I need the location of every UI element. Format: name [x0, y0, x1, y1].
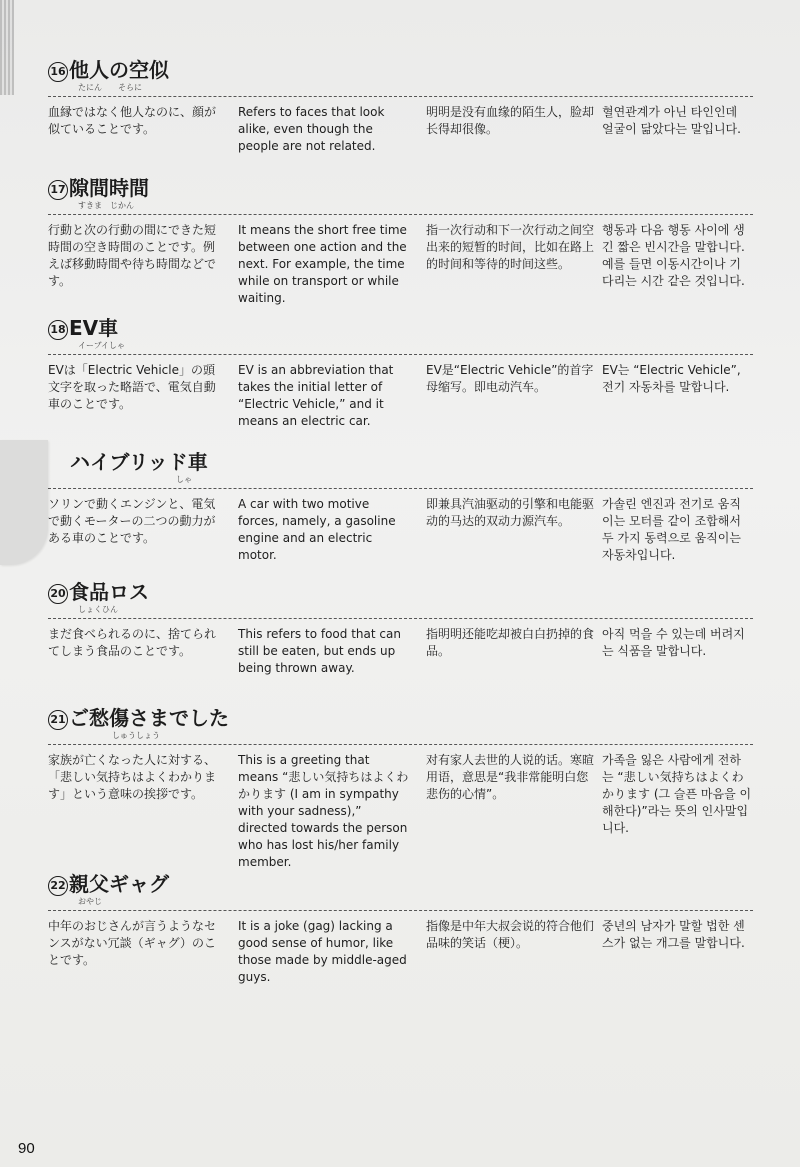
entry-number-badge: 22	[48, 876, 68, 896]
page-number: 90	[18, 1140, 35, 1157]
japanese-text: まだ食べられるのに、捨てられてしまう食品のことです。	[48, 627, 217, 658]
entry-19	[48, 448, 753, 562]
chinese-text: EV是“Electric Vehicle”的首字母缩写。即电动汽车。	[426, 363, 594, 394]
korean-text: 가족을 잃은 사람에게 전하는 “悲しい気持ちはよくわかります (그 슬픈 마음을 이해한다)”라는 뜻의 인사말입니다.	[602, 753, 752, 835]
dashed-divider	[48, 354, 753, 355]
korean-text: 아직 먹을 수 있는데 버려지는 식품을 말합니다.	[602, 627, 745, 658]
entry-title: ご愁傷さまでした	[69, 706, 229, 730]
english-text: A car with two motive forces, namely, a gasoline engine and an electric motor.	[238, 497, 396, 562]
entry-22	[48, 870, 753, 984]
entry-header	[48, 314, 753, 354]
entry-number-badge: 20	[48, 584, 68, 604]
entry-20	[48, 578, 753, 675]
japanese-text: 家族が亡くなった人に対する、「悲しい気持ちはよくわかります」という意味の挨拶です。	[48, 753, 217, 801]
japanese-text: 血縁ではなく他人なのに、顔が似ていることです。	[48, 105, 217, 136]
entry-header	[48, 870, 753, 910]
chinese-text: 即兼具汽油驱动的引擎和电能驱动的马达的双动力源汽车。	[426, 497, 595, 528]
japanese-text: EVは「Electric Vehicle」の頭文字を取った略語で、電気自動車のことです。	[48, 363, 216, 411]
english-text: This is a greeting that means “悲しい気持ちはよくわかります (I am in sympathy with your sadness),” directed towards the person who has lost his/her family member.	[238, 753, 409, 869]
entry-header	[48, 578, 753, 618]
entry-ruby: すきま じかん	[78, 201, 134, 210]
dashed-divider	[48, 96, 753, 97]
korean-text: 행동과 다음 행동 사이에 생긴 짧은 빈시간을 말합니다. 예를 들면 이동시간이나 기다리는 시간 같은 것입니다.	[602, 223, 745, 288]
entry-17	[48, 174, 753, 305]
english-text: It is a joke (gag) lacking a good sense of humor, like those made by middle-aged guys.	[238, 919, 407, 984]
entry-header	[48, 56, 753, 96]
entry-title: 隙間時間	[69, 176, 149, 200]
dashed-divider	[48, 618, 753, 619]
chinese-text: 指像是中年大叔会说的符合他们品味的笑话（梗）。	[426, 919, 595, 950]
entry-ruby: たにん そらに	[78, 83, 142, 92]
entry-header	[48, 174, 753, 214]
korean-text: 가솔린 엔진과 전기로 움직이는 모터를 같이 조합해서 두 가지 동력으로 움직이는 자동차입니다.	[602, 497, 741, 562]
korean-text: 혈연관계가 아닌 타인인데 얼굴이 닮았다는 말입니다.	[602, 105, 741, 136]
japanese-text: 中年のおじさんが言うようなセンスがない冗談（ギャグ）のことです。	[48, 919, 217, 967]
entry-header	[48, 704, 753, 744]
english-text: EV is an abbreviation that takes the initial letter of “Electric Vehicle,” and it means an electric car.	[238, 363, 394, 428]
entry-number-badge: 16	[48, 62, 68, 82]
chinese-text: 指一次行动和下一次行动之间空出来的短暂的时间，比如在路上的时间和等待的时间这些。	[426, 223, 595, 271]
entry-title: 親父ギャグ	[69, 872, 169, 896]
japanese-text: ソリンで動くエンジンと、電気で動くモーターの二つの動力がある車のことです。	[48, 497, 216, 545]
chinese-text: 指明明还能吃却被白白扔掉的食品。	[426, 627, 595, 658]
entry-ruby: イーブイしゃ	[78, 341, 125, 350]
entry-18	[48, 314, 753, 428]
entry-title: 食品ロス	[69, 580, 149, 604]
binding-edge	[0, 0, 14, 95]
entry-number-badge: 18	[48, 320, 68, 340]
entry-ruby: しゃ	[176, 475, 192, 484]
entry-title: ハイブリッド車	[70, 450, 208, 474]
entry-21	[48, 704, 753, 869]
entry-header	[48, 448, 753, 488]
dashed-divider	[48, 214, 753, 215]
english-text: This refers to food that can still be eaten, but ends up being thrown away.	[238, 627, 401, 675]
korean-text: 중년의 남자가 말할 법한 센스가 없는 개그를 말합니다.	[602, 919, 745, 950]
english-text: Refers to faces that look alike, even though the people are not related.	[238, 105, 385, 153]
japanese-text: 行動と次の行動の間にできた短時間の空き時間のことです。例えば移動時間や待ち時間などです。	[48, 223, 217, 288]
torn-paper-edge	[0, 440, 48, 565]
entry-title: EV車	[69, 316, 119, 340]
entry-ruby: しゅうしょう	[112, 731, 160, 740]
entry-16	[48, 56, 753, 153]
dashed-divider	[48, 488, 753, 489]
entry-number-badge: 17	[48, 180, 68, 200]
chinese-text: 对有家人去世的人说的话。寒暄用语，意思是“我非常能明白您悲伤的心情”。	[426, 753, 595, 801]
entry-ruby: おやじ	[78, 897, 102, 906]
entry-ruby: しょくひん	[78, 605, 118, 614]
entry-title: 他人の空似	[69, 58, 169, 82]
dashed-divider	[48, 910, 753, 911]
korean-text: EV는 “Electric Vehicle”, 전기 자동차를 말합니다.	[602, 363, 741, 394]
english-text: It means the short free time between one action and the next. For example, the time while on transport or while waiting.	[238, 223, 407, 305]
chinese-text: 明明是没有血缘的陌生人，脸却长得却很像。	[426, 105, 595, 136]
dashed-divider	[48, 744, 753, 745]
entry-number-badge: 21	[48, 710, 68, 730]
